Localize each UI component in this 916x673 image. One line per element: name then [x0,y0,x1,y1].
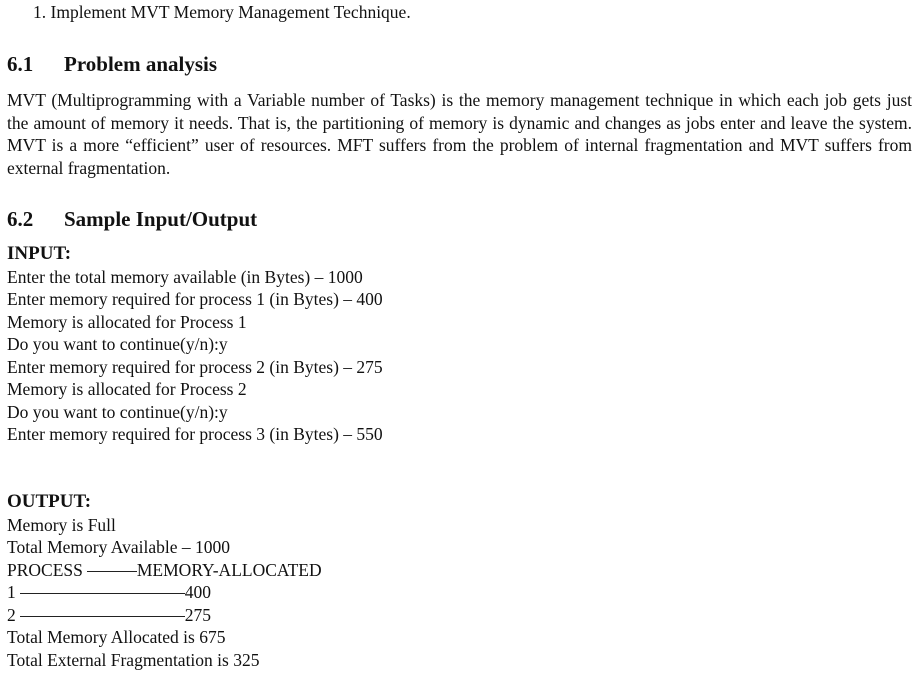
row-memory: 275 [184,604,211,625]
output-row [7,604,322,627]
dash-line [20,593,185,594]
input-line: Memory is allocated for Process 2 [7,379,247,399]
output-table-header [7,559,322,582]
output-line: Memory is Full [7,514,116,535]
input-line: Do you want to continue(y/n):y [7,334,228,354]
section-number: 6.1 [7,52,34,76]
dash-line [87,571,137,572]
input-line: Enter memory required for process 2 (in Bytes) – 275 [7,356,383,377]
section-heading-sample-io [7,207,257,232]
output-line: Total Memory Available – 1000 [7,537,230,557]
section-title: Sample Input/Output [64,207,258,231]
output-label: OUTPUT: [7,491,92,512]
input-line: Do you want to continue(y/n):y [7,401,228,422]
header-process: PROCESS [7,559,83,580]
dash-line [20,616,185,617]
output-block [7,491,322,671]
section-heading-problem-analysis [7,52,217,77]
list-item: 1. Implement MVT Memory Management Technique. [33,2,411,22]
section-number: 6.2 [7,207,34,231]
problem-paragraph: MVT (Multiprogramming with a Variable number of Tasks) is the memory management technique in which each job gets just the amount of memory it needs. That is, the partitioning of memory is dynamic and changes as jobs enter and leave the system. MVT is a more “efficient” user of resources. MFT suffers from the problem of internal fragmentation and MVT suffers from external fragmentation. [7,90,912,178]
input-line: Enter memory required for process 3 (in Bytes) – 550 [7,424,383,444]
section-title: Problem analysis [64,52,218,76]
input-label: INPUT: [7,243,72,264]
output-row [7,581,322,604]
output-line: Total External Fragmentation is 325 [7,649,260,670]
row-memory: 400 [184,582,211,602]
input-line: Memory is allocated for Process 1 [7,311,247,332]
input-block [7,243,383,446]
row-process: 2 [7,604,16,625]
input-line: Enter memory required for process 1 (in Bytes) – 400 [7,289,383,309]
input-line: Enter the total memory available (in Bytes) – 1000 [7,266,363,287]
output-line: Total Memory Allocated is 675 [7,627,226,647]
row-process: 1 [7,582,16,602]
header-memory: MEMORY-ALLOCATED [136,559,322,580]
